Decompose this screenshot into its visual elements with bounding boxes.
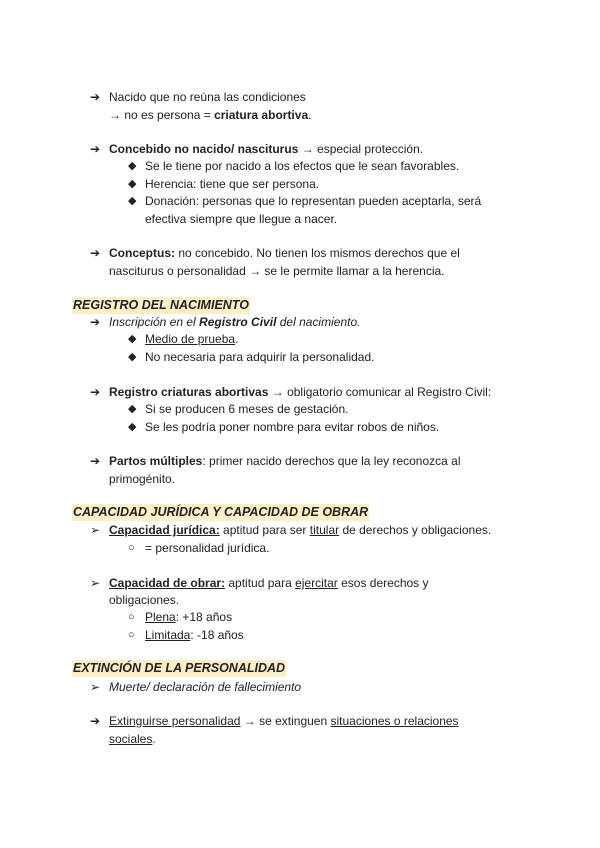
- text-line: Si se producen 6 meses de gestación.: [145, 402, 349, 416]
- arrow-bullet-icon: ➔: [90, 142, 101, 156]
- text-line: sociales.: [109, 732, 156, 746]
- circle-bullet-icon: ○: [128, 542, 135, 554]
- text-line: Capacidad de obrar: aptitud para ejercitar esos derechos y: [109, 576, 429, 590]
- arrow-bullet-icon: ➔: [90, 454, 101, 468]
- section-heading: REGISTRO DEL NACIMIENTO: [73, 298, 249, 312]
- text-line: Donación: personas que lo representan pueden aceptarla, será: [145, 194, 482, 208]
- text-line: Se les podría poner nombre para evitar robos de niños.: [145, 420, 440, 434]
- text-line: efectiva siempre que llegue a nacer.: [145, 212, 338, 226]
- text-line: Muerte/ declaración de fallecimiento: [109, 680, 302, 694]
- diamond-bullet-icon: ◆: [128, 421, 137, 433]
- diamond-bullet-icon: ◆: [128, 351, 137, 363]
- text-line: Concebido no nacido/ nasciturus → especial protección.: [109, 142, 424, 156]
- text-line: Inscripción en el Registro Civil del nacimiento.: [109, 315, 361, 329]
- text-line: Nacido que no reúna las condiciones: [109, 90, 306, 104]
- arrow-bullet-icon: ➔: [90, 90, 101, 104]
- text-line: Extinguirse personalidad → se extinguen situaciones o relaciones: [109, 714, 459, 728]
- text-line: primogénito.: [109, 472, 176, 486]
- chevron-bullet-icon: ➢: [90, 680, 101, 694]
- arrow-bullet-icon: ➔: [90, 714, 101, 728]
- circle-bullet-icon: ○: [128, 629, 135, 641]
- diamond-bullet-icon: ◆: [128, 403, 137, 415]
- text-line: nasciturus o personalidad → se le permite llamar a la herencia.: [109, 264, 445, 278]
- section-heading: EXTINCIÓN DE LA PERSONALIDAD: [73, 661, 286, 675]
- text-line: Se le tiene por nacido a los efectos que le sean favorables.: [145, 159, 460, 173]
- diamond-bullet-icon: ◆: [128, 333, 137, 345]
- diamond-bullet-icon: ◆: [128, 160, 137, 172]
- chevron-bullet-icon: ➢: [90, 576, 101, 590]
- text-line: No necesaria para adquirir la personalidad.: [145, 350, 375, 364]
- arrow-bullet-icon: ➔: [90, 246, 101, 260]
- text-line: obligaciones.: [109, 593, 180, 607]
- text-line: Herencia: tiene que ser persona.: [145, 177, 320, 191]
- chevron-bullet-icon: ➢: [90, 523, 101, 537]
- text-line: = personalidad jurídica.: [145, 541, 270, 555]
- circle-bullet-icon: ○: [128, 611, 135, 623]
- text-line: → no es persona = criatura abortiva.: [109, 108, 312, 122]
- text-line: Medio de prueba.: [145, 332, 239, 346]
- diamond-bullet-icon: ◆: [128, 195, 137, 207]
- text-line: Limitada: -18 años: [145, 628, 244, 642]
- text-line: Capacidad jurídica: aptitud para ser titular de derechos y obligaciones.: [109, 523, 492, 537]
- arrow-bullet-icon: ➔: [90, 315, 101, 329]
- text-line: Conceptus: no concebido. No tienen los mismos derechos que el: [109, 246, 460, 260]
- text-line: Plena: +18 años: [145, 610, 233, 624]
- text-line: Partos múltiples: primer nacido derechos que la ley reconozca al: [109, 454, 461, 468]
- section-heading: CAPACIDAD JURÍDICA Y CAPACIDAD DE OBRAR: [73, 505, 369, 519]
- arrow-bullet-icon: ➔: [90, 385, 101, 399]
- diamond-bullet-icon: ◆: [128, 178, 137, 190]
- text-line: Registro criaturas abortivas → obligatorio comunicar al Registro Civil:: [109, 385, 492, 399]
